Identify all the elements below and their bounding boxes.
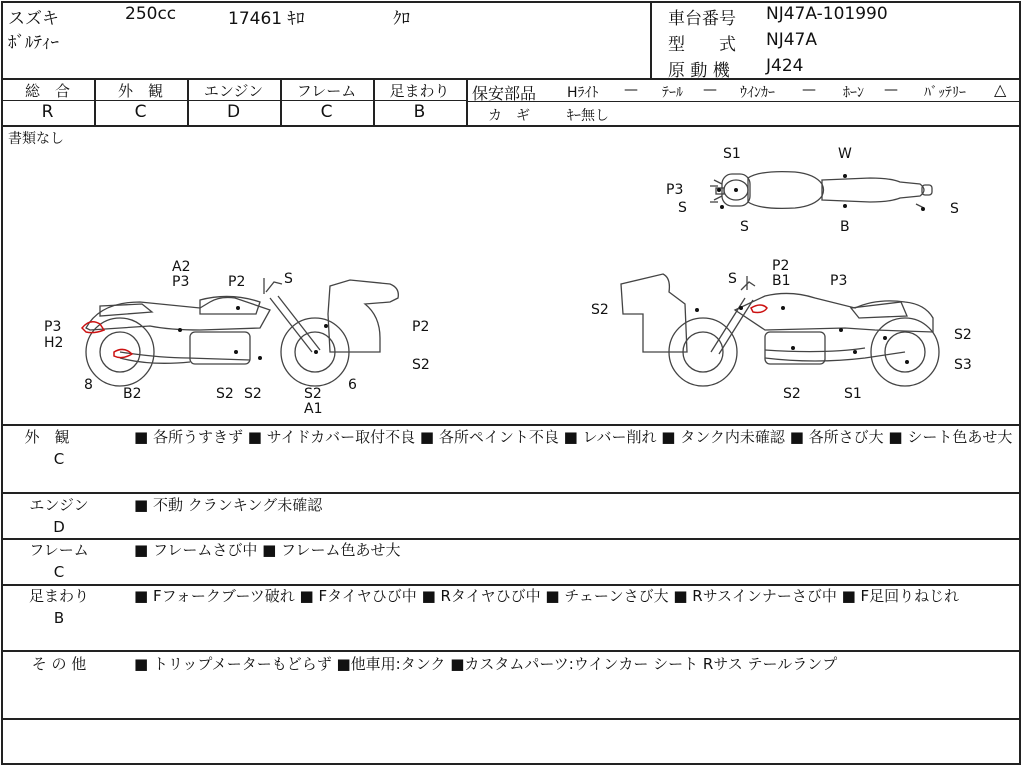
key-value: ｷｰ無し — [567, 108, 609, 124]
left-label-p2-front: P2 — [412, 319, 430, 335]
safety-battery-label: ﾊﾞｯﾃﾘｰ — [924, 85, 966, 101]
top-label-s1: S1 — [723, 146, 741, 162]
key-label: カ ギ — [488, 108, 530, 124]
remark-suspension-grade: B — [53, 609, 65, 627]
engine-model-value: J424 — [766, 56, 804, 76]
remark-frame-text: ■ フレームさび中 ■ フレーム色あせ大 — [134, 541, 401, 559]
right-label-s2-rear: S2 — [591, 302, 609, 318]
left-label-a2: A2 — [172, 259, 191, 275]
top-label-b: B — [840, 219, 850, 235]
left-label-s2-front: S2 — [412, 357, 430, 373]
grade-frame-value: C — [320, 102, 333, 122]
remark-engine-text: ■ 不動 クランキング未確認 — [134, 496, 323, 514]
right-label-p3: P3 — [830, 273, 848, 289]
safety-headlight-value: — — [624, 82, 638, 98]
left-label-h2: H2 — [44, 335, 64, 351]
top-label-p3: P3 — [666, 182, 684, 198]
safety-battery-value: △ — [994, 80, 1007, 99]
left-label-s: S — [284, 271, 293, 287]
left-label-s2-c: S2 — [304, 386, 322, 402]
grade-engine-value: D — [226, 102, 241, 122]
remark-frame-grade: C — [53, 563, 65, 581]
remark-other-head: そ の 他 — [31, 655, 87, 673]
top-label-s-bottom: S — [740, 219, 749, 235]
color: ｸﾛ — [393, 9, 410, 29]
model-name: ﾎﾞﾙﾃｨｰ — [8, 33, 59, 53]
left-label-p3-rear: P3 — [44, 319, 62, 335]
left-label-8: 8 — [84, 377, 93, 393]
left-label-s2-b: S2 — [244, 386, 262, 402]
right-label-s: S — [728, 271, 737, 287]
safety-horn-value: — — [884, 82, 898, 98]
remark-engine-head: エンジン — [29, 496, 89, 514]
grade-suspension-label: 足まわり — [389, 82, 450, 100]
displacement: 250cc — [125, 4, 177, 24]
left-label-s2-a: S2 — [216, 386, 234, 402]
grade-engine-label: エンジン — [203, 82, 264, 100]
grade-total-value: R — [41, 102, 54, 122]
left-label-p2: P2 — [228, 274, 246, 290]
mileage: 17461 ｷﾛ — [228, 9, 305, 29]
left-label-p3: P3 — [172, 274, 190, 290]
safety-winker-value: — — [802, 82, 816, 98]
top-label-s-right: S — [950, 201, 959, 217]
top-label-w: W — [838, 146, 852, 162]
documents-note: 書類なし — [8, 131, 64, 147]
frame-no: NJ47A-101990 — [766, 4, 888, 24]
remark-exterior-grade: C — [53, 450, 65, 468]
left-label-6: 6 — [348, 377, 357, 393]
left-label-a1: A1 — [304, 401, 323, 417]
remark-other-text: ■ トリップメーターもどらず ■他車用:タンク ■カスタムパーツ:ウインカー シート Rサス テールランプ — [134, 655, 838, 673]
grade-exterior-label: 外 観 — [117, 82, 163, 100]
right-label-s1: S1 — [844, 386, 862, 402]
engine-model-label: 原 動 機 — [668, 61, 730, 81]
remark-exterior-head: 外 観 — [24, 428, 70, 446]
safety-winker-label: ｳｲﾝｶｰ — [740, 85, 775, 101]
safety-title: 保安部品 — [472, 84, 537, 103]
frame-no-label: 車台番号 — [668, 9, 736, 29]
remark-engine-grade: D — [53, 518, 65, 536]
bike-top-view-diagram — [700, 160, 940, 230]
remark-frame-head: フレーム — [29, 541, 89, 559]
maker: スズキ — [8, 9, 59, 29]
left-label-b2: B2 — [123, 386, 142, 402]
safety-headlight-label: Hﾗｲﾄ — [567, 85, 599, 101]
right-label-s2-front: S2 — [954, 327, 972, 343]
grade-total-label: 総 合 — [24, 82, 70, 100]
remark-suspension-text: ■ Fフォークブーツ破れ ■ Fタイヤひび中 ■ Rタイヤひび中 ■ チェーンさび大 ■ Rサスインナーさび中 ■ F足回りねじれ — [134, 587, 960, 605]
right-label-s2-bottom: S2 — [783, 386, 801, 402]
remark-suspension-head: 足まわり — [28, 587, 89, 605]
remark-exterior-text: ■ 各所うすきず ■ サイドカバー取付不良 ■ 各所ペイント不良 ■ レバー削れ ■ タンク内未確認 ■ 各所さび大 ■ シート色あせ大 — [134, 428, 1013, 446]
right-label-b1: B1 — [772, 273, 791, 289]
top-label-s-left: S — [678, 200, 687, 216]
grade-suspension-value: B — [413, 102, 426, 122]
safety-horn-label: ﾎｰﾝ — [843, 85, 864, 101]
right-label-s3: S3 — [954, 357, 972, 373]
type-value: NJ47A — [766, 30, 817, 50]
safety-tail-label: ﾃｰﾙ — [662, 85, 683, 101]
grade-exterior-value: C — [134, 102, 147, 122]
safety-tail-value: — — [703, 82, 717, 98]
type-label: 型 式 — [668, 35, 736, 55]
right-label-p2: P2 — [772, 258, 790, 274]
grade-frame-label: フレーム — [296, 82, 357, 100]
